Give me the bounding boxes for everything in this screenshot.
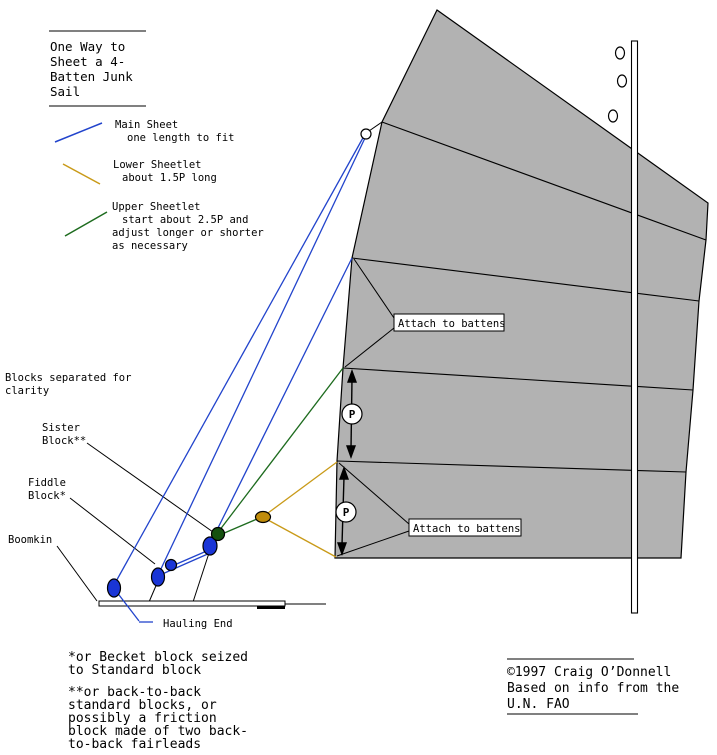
blocks-separated-line-2: clarity [5, 385, 50, 397]
credit-line-2: Based on info from the [507, 681, 680, 696]
credit-line-1: ©1997 Craig O’Donnell [507, 665, 672, 680]
legend-upper-sheetlet-label: Upper Sheetlet [112, 201, 201, 213]
sister-footnote-line-4: block made of two back- [68, 724, 249, 739]
legend-lower-sheetlet-swatch [63, 164, 100, 184]
title-line-3: Batten Junk [50, 69, 133, 84]
legend-upper-sheetlet-desc1: start about 2.5P and [122, 214, 249, 226]
fiddle-footnote-line-1: *or Becket block seized [68, 650, 249, 665]
attach-battens-upper-label: Attach to battens [398, 318, 506, 330]
sister-footnote-line-1: **or back-to-back [68, 685, 202, 700]
mast-hoop-1 [616, 47, 625, 59]
title-line-2: Sheet a 4- [50, 54, 126, 69]
deck-block [152, 568, 165, 586]
boomkin-bar-foot [257, 606, 285, 609]
hauling-end-label: Hauling End [163, 618, 233, 630]
fiddle-block-label-1: Fiddle [28, 477, 66, 489]
boomkin-turning-block [108, 579, 121, 597]
main-sheet-link-1 [172, 550, 209, 566]
p-upper-label: P [348, 408, 356, 421]
credit-line-3: U.N. FAO [507, 697, 570, 712]
attach-battens-lower-label: Attach to battens [413, 523, 521, 535]
title-line-4: Sail [50, 84, 81, 99]
legend-upper-sheetlet-swatch [65, 212, 107, 236]
boomkin-label: Boomkin [8, 534, 53, 546]
legend-upper-sheetlet-desc3: as necessary [112, 240, 188, 252]
sister-block-label-1: Sister [42, 422, 80, 434]
legend-lower-sheetlet-desc: about 1.5P long [122, 172, 217, 184]
upper-sheetlet-part-2 [222, 519, 257, 534]
sister-block-label-2: Block** [42, 435, 87, 447]
legend-main-sheet-swatch [55, 123, 102, 142]
upper-sheetlet-lines [219, 368, 343, 534]
sister-block [212, 528, 225, 541]
lower-sheetlet-part-2 [268, 520, 336, 557]
lower-sheetlet-block [256, 512, 271, 523]
fiddle-block-small-sheave [166, 560, 177, 571]
mast-hoop-3 [609, 110, 618, 122]
sister-footnote-line-2: standard blocks, or [68, 698, 217, 713]
legend-lower-sheetlet-label: Lower Sheetlet [113, 159, 202, 171]
legend-main-sheet-desc: one length to fit [127, 132, 235, 144]
sail-shape [335, 10, 708, 558]
sister-footnote-line-3: possibly a friction [68, 711, 217, 726]
fiddle-block-label-2: Block* [28, 490, 66, 502]
upper-sheetlet-part-1 [219, 368, 343, 531]
lower-sheetlet-part-1 [268, 462, 337, 513]
sheet-span-ring [361, 129, 371, 139]
sister-block-leader [87, 443, 213, 532]
boomkin-leader [57, 546, 97, 601]
block-strop-2 [193, 553, 209, 602]
mast-hoop-2 [618, 75, 627, 87]
blocks-separated-line-1: Blocks separated for [5, 372, 132, 384]
legend-main-sheet-label: Main Sheet [115, 119, 179, 131]
fiddle-block-leader [70, 498, 155, 564]
sister-footnote-line-5: to-back fairleads [68, 737, 202, 752]
mast [632, 41, 638, 613]
title-line-1: One Way to [50, 39, 126, 54]
main-sheet-part-3 [211, 258, 352, 542]
lower-sheetlet-lines [268, 462, 337, 557]
fiddle-footnote-line-2: to Standard block [68, 663, 202, 678]
p-lower-label: P [342, 506, 350, 519]
legend-upper-sheetlet-desc2: adjust longer or shorter [112, 227, 264, 239]
